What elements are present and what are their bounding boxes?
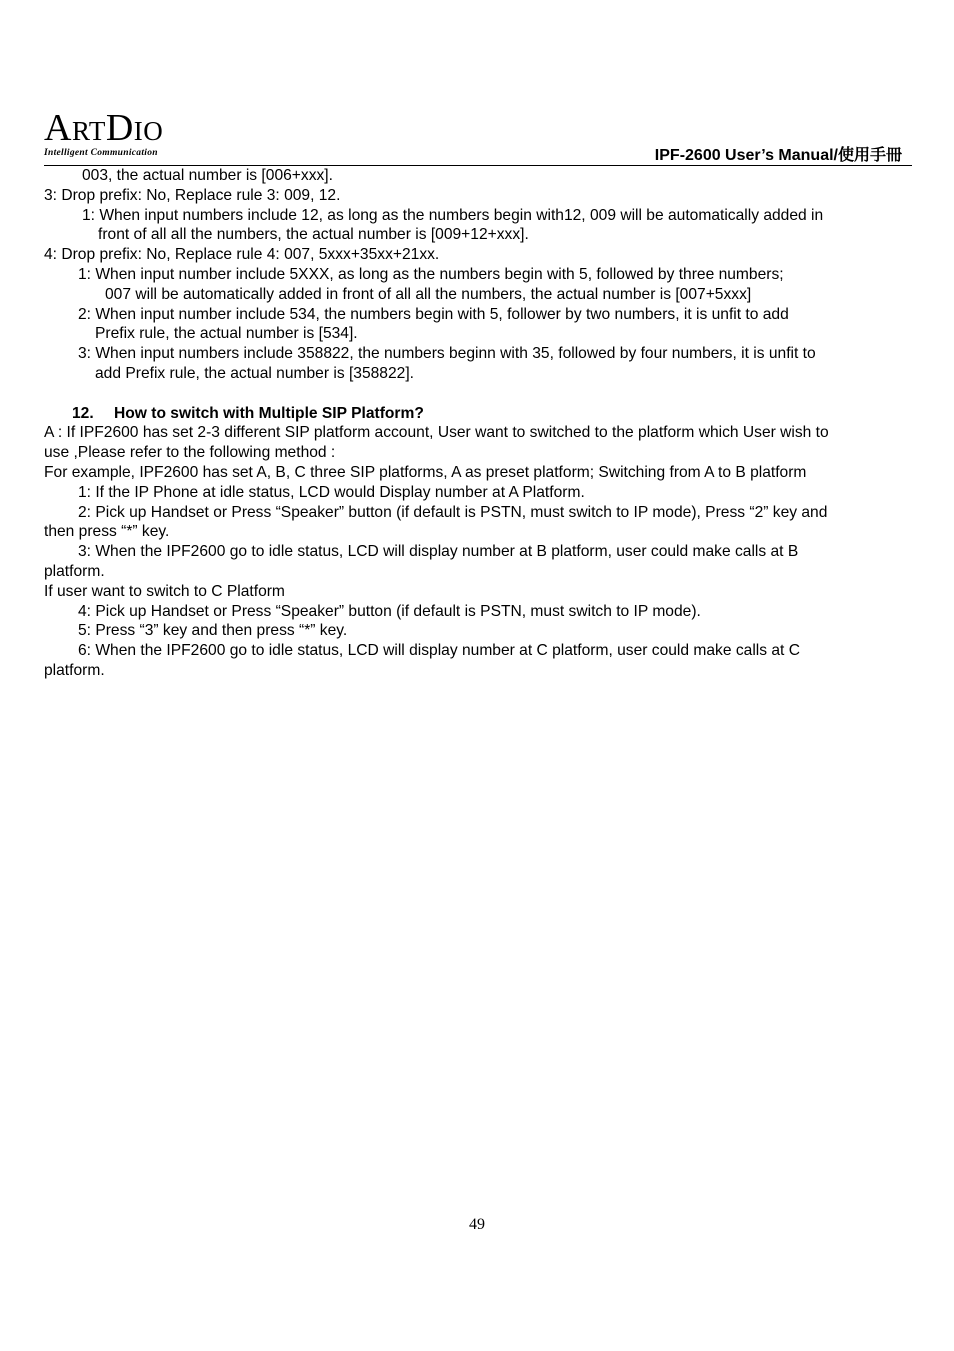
section-number: 12. — [72, 404, 94, 422]
manual-title: IPF-2600 User’s Manual/使用手冊 — [654, 147, 902, 164]
text-line: If user want to switch to C Platform — [44, 582, 285, 600]
text-line: 1: When input number include 5XXX, as long as the numbers begin with 5, followed by three numbers; — [78, 265, 784, 283]
text-line: 2: When input number include 534, the numbers begin with 5, follower by two numbers, it is unfit to add — [78, 305, 789, 323]
section-heading — [44, 404, 914, 424]
artdio-logo — [44, 107, 184, 158]
text-line: 003, the actual number is [006+xxx]. — [82, 167, 333, 184]
logo-wordmark: ARTDIO — [44, 107, 164, 149]
section-title: How to switch with Multiple SIP Platform? — [114, 404, 424, 422]
text-line: 4: Pick up Handset or Press “Speaker” button (if default is PSTN, must switch to IP mode). — [78, 602, 701, 620]
text-line: 3: When input numbers include 358822, the numbers beginn with 35, followed by four numbers, it is unfit to — [78, 345, 816, 363]
text-line: For example, IPF2600 has set A, B, C three SIP platforms, A as preset platform; Switching from A to B platform — [44, 463, 807, 481]
text-line: then press “*” key. — [44, 523, 170, 541]
blank-line — [44, 384, 914, 404]
text-line: use ,Please refer to the following method : — [44, 444, 336, 462]
text-line: A : If IPF2600 has set 2-3 different SIP platform account, User want to switched to the platform which User wish to — [44, 424, 829, 442]
text-line: 1: When input numbers include 12, as long as the numbers begin with12, 009 will be automatically added in — [82, 206, 824, 224]
text-line: add Prefix rule, the actual number is [358822]. — [95, 364, 414, 382]
text-line: Prefix rule, the actual number is [534]. — [95, 325, 358, 343]
text-line: 4: Drop prefix: No, Replace rule 4: 007, 5xxx+35xx+21xx. — [44, 246, 440, 264]
text-line: 3: When the IPF2600 go to idle status, LCD will display number at B platform, user could make calls at B — [78, 543, 799, 561]
text-line: 007 will be automatically added in front of all all the numbers, the actual number is [007+5xxx] — [105, 285, 752, 303]
text-line: 1: If the IP Phone at idle status, LCD would Display number at A Platform. — [78, 483, 585, 501]
text-line: 3: Drop prefix: No, Replace rule 3: 009, 12. — [44, 186, 341, 204]
text-line: front of all all the numbers, the actual number is [009+12+xxx]. — [98, 226, 529, 244]
text-line: 5: Press “3” key and then press “*” key. — [78, 622, 348, 640]
logo-tagline: Intelligent Communication — [44, 148, 158, 158]
page-number: 49 — [469, 1216, 485, 1233]
text-line: platform. — [44, 562, 105, 580]
text-line: 2: Pick up Handset or Press “Speaker” button (if default is PSTN, must switch to IP mode), Press “2” key and — [78, 503, 828, 521]
text-line: platform. — [44, 661, 105, 679]
page-content — [44, 166, 914, 681]
text-line: 6: When the IPF2600 go to idle status, LCD will display number at C platform, user could make calls at C — [78, 642, 800, 660]
